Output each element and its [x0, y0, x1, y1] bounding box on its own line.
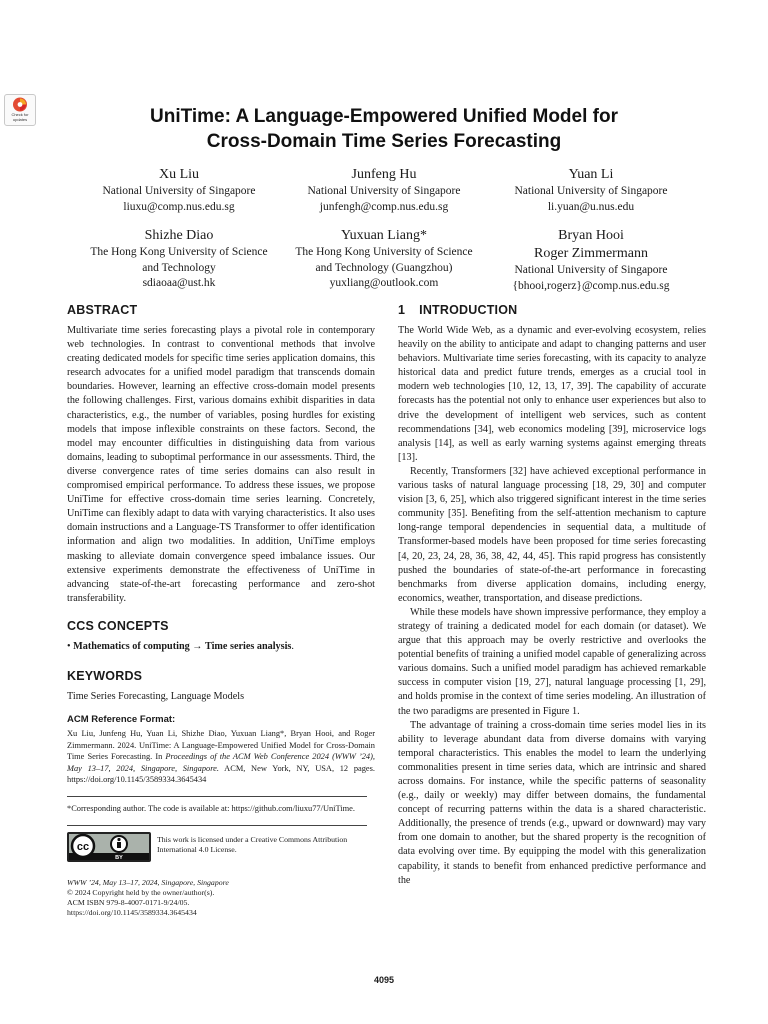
- author-block: [486, 227, 696, 294]
- author-block: [279, 227, 489, 292]
- keywords-text: Time Series Forecasting, Language Models: [67, 690, 245, 702]
- intro-paragraph: While these models have shown impressive performance, they employ a strategy of training a dedicated model for each domain (or dataset). We argue that this approach may be overly restrictive and overlooks the potential benefits of training a unified model capable of generalizing across various domains. Such a unified model paradigm has achieved remarkable success in computer vision [19, 27], natural language processing [1, 29], and holds promise in the context of time series modeling. An illustration of the two paradigms are presented in Figure 1.: [398, 606, 706, 717]
- author-name: Xu Liu: [158, 167, 200, 182]
- cc-glyph: cc: [76, 840, 90, 853]
- author-affiliation: National University of Singapore: [514, 264, 668, 276]
- intro-paragraph: Recently, Transformers [32] have achieved exceptional performance in various tasks of natural language processing [18, 29, 30] and computer vision [3, 6, 25], which also triggered significant interest in the time series community [35]. Benefiting from the self-attention mechanism to capture long-range temporal dependencies in sequential data, a multitude of Transformer-based models have been proposed for time series forecasting [4, 20, 23, 24, 28, 36, 38, 42, 44, 45]. This rapid progress has consistently pushed the boundaries of state-of-the-art performance in forecasting benchmarks from diverse application domains, including energy, economics, weather, transportation, and disease predictions.: [398, 465, 706, 604]
- footnote: *Corresponding author. The code is available at: https://github.com/liuxu77/UniTime.: [67, 803, 355, 813]
- author-affiliation: National University of Singapore: [307, 185, 461, 197]
- ccs-arrow: →: [192, 640, 203, 652]
- author-name: Yuxuan Liang*: [341, 228, 427, 243]
- pub-doi-link[interactable]: https://doi.org/10.1145/3589334.3645434: [67, 908, 197, 918]
- acm-reference-venue: Proceedings of the ACM Web Conference 2024 (WWW ’24), May 13–17, 2024, Singapore, Singapore.: [67, 752, 375, 773]
- intro-paragraph: The World Wide Web, as a dynamic and ever-evolving ecosystem, relies heavily on the ability to anticipate and adapt to changing patterns and user behaviors. Multivariate time series forecasting, with its capacity to analyze historical data and predict future trends, emerges as a crucial tool in modern web technologies [10, 12, 13, 17, 39]. The capability of accurate forecasts has the potential not only to enhance user experiences but also to drive the development of intelligent web services, such as content recommendations [34], web economics modeling [39], microservice logs analysis [14], as well as early warning systems against emerging threats [13].: [398, 325, 706, 463]
- author-email: sdiaoaa@ust.hk: [142, 277, 216, 289]
- badge-line2: updates: [12, 117, 28, 122]
- footnote-divider: [67, 796, 367, 797]
- license-text: This work is licensed under a Creative Commons Attribution International 4.0 License.: [157, 834, 348, 855]
- acm-reference-part: Xu Liu, Junfeng Hu, Yuan Li, Shizhe Diao, Yuxuan Liang*, Bryan Hooi, and Roger Zimmermann. 2024. UniTime: A Language-Empowered Unified Model for Cross-Domain Time Series Forecasting. In: [67, 728, 375, 762]
- ccs-term: Time series analysis: [204, 640, 292, 652]
- pub-isbn: ACM ISBN 979-8-4007-0171-9/24/05.: [67, 898, 190, 908]
- license-divider: [67, 825, 367, 826]
- author-email: liuxu@comp.nus.edu.sg: [123, 200, 235, 213]
- author-email: li.yuan@u.nus.edu: [547, 200, 635, 213]
- acm-reference-heading: ACM Reference Format:: [67, 713, 176, 725]
- pub-copyright: © 2024 Copyright held by the owner/author(s).: [67, 887, 215, 897]
- keywords-heading: KEYWORDS: [67, 668, 143, 683]
- badge-line1: Check for: [11, 112, 29, 117]
- author-affiliation: and Technology (Guangzhou): [315, 261, 453, 274]
- paper-title: [100, 104, 668, 154]
- acm-reference-text: [67, 728, 375, 786]
- author-block: [486, 166, 696, 215]
- author-email: yuxliang@outlook.com: [329, 277, 439, 289]
- left-column: [67, 302, 375, 919]
- author-email: junfengh@comp.nus.edu.sg: [319, 200, 449, 213]
- section-number: 1: [398, 303, 406, 317]
- ccs-item: [67, 640, 375, 654]
- abstract-heading: ABSTRACT: [67, 303, 138, 317]
- title-line1: UniTime: A Language-Empowered Unified Model for: [150, 106, 618, 127]
- ccs-end: .: [291, 640, 294, 652]
- ccs-heading: CCS CONCEPTS: [67, 618, 169, 633]
- author-name: Yuan Li: [568, 167, 614, 182]
- acm-reference-part[interactable]: ACM, New York, NY, USA, 12 pages. https://doi.org/10.1145/3589334.3645434: [67, 763, 375, 785]
- author-affiliation: National University of Singapore: [514, 185, 668, 197]
- author-affiliation: and Technology: [142, 261, 216, 274]
- author-name: Junfeng Hu: [351, 167, 417, 182]
- title-line2: Cross-Domain Time Series Forecasting: [206, 131, 562, 152]
- cc-by-license-icon[interactable]: [67, 832, 151, 862]
- pub-venue: WWW ’24, May 13–17, 2024, Singapore, Singapore: [67, 877, 229, 887]
- intro-paragraph: The advantage of training a cross-domain time series model lies in its ability to leverage abundant data from diverse domains with varying temporal characteristics. This enables the model to learn the underlying commonalities present in time series data, which are intrinsic and shared across domains. For instance, while the specific patterns of seasonality (e.g., daily or weekly) may differ between domains, the fundamental concept of recurring patterns within the data is a shared characteristic. Additionally, the presence of trends (e.g., upward or downward) may vary from one domain to another, but the shared property is the recognition of data evolving over time. By equipping the model with this generalization capability, it stands to benefit from enhanced predictive performance and the: [398, 719, 706, 886]
- page-number: 4095: [373, 975, 395, 985]
- right-column: [398, 302, 706, 888]
- crossmark-icon: [12, 97, 28, 112]
- author-block: [279, 166, 489, 215]
- abstract-text: Multivariate time series forecasting plays a pivotal role in contemporary web technologies. In contrast to conventional methods that involve creating dedicated models for specific time series application domains, this research advocates for a unified model paradigm that transcends domain boundaries. However, learning an effective cross-domain model presents the following challenges. First, various domains exhibit disparities in data characteristics, e.g., the number of variables, posing hurdles for existing models that impose inflexible constraints on these factors. Second, the model may encounter difficulties in distinguishing data from various domains, leading to suboptimal performance in our assessments. Third, the diverse convergence rates of time series domains can also result in compromised empirical performance. To address these issues, we propose UniTime for effective cross-domain time series learning. Concretely, UniTime can flexibly adapt to data with varying characteristics. It also uses domain instructions and a Language-TS Transformer to offer identification information and align two modalities. In addition, UniTime employs masking to alleviate domain convergence speed imbalance issues. Our extensive experiments demonstrate the effectiveness of UniTime in advancing state-of-the-art forecasting performance and zero-shot transferability.: [67, 325, 375, 604]
- author-affiliation: The Hong Kong University of Science: [295, 246, 473, 258]
- check-for-updates-badge[interactable]: [4, 94, 36, 126]
- author-block: [74, 227, 284, 292]
- license-block: [67, 832, 375, 866]
- author-affiliation: The Hong Kong University of Science: [90, 246, 268, 258]
- author-email: {bhooi,rogerz}@comp.nus.edu.sg: [512, 279, 670, 292]
- author-name: Bryan Hooi: [558, 228, 624, 243]
- introduction-heading: [398, 302, 706, 318]
- section-title: INTRODUCTION: [419, 303, 518, 317]
- publication-info: [67, 878, 375, 919]
- by-glyph: BY: [115, 854, 123, 861]
- author-name: Roger Zimmermann: [534, 246, 648, 261]
- author-affiliation: National University of Singapore: [102, 185, 256, 197]
- author-name: Shizhe Diao: [144, 228, 214, 243]
- ccs-term: Mathematics of computing: [73, 640, 190, 652]
- ccs-bullet: •: [67, 640, 71, 652]
- author-block: [74, 166, 284, 215]
